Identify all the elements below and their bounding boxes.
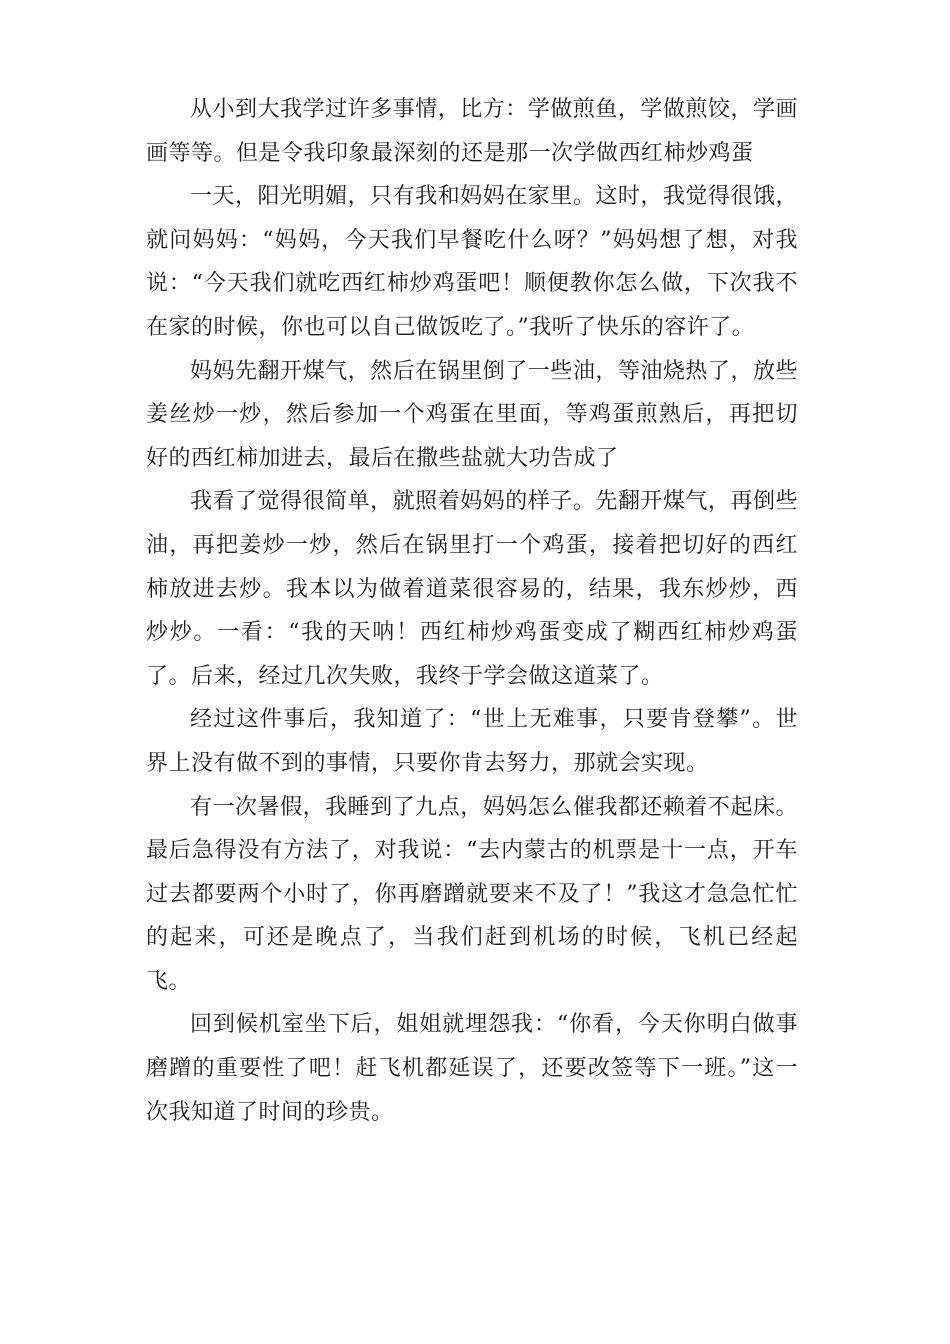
document-body (146, 88, 798, 1134)
paragraph-2: 一天，阳光明媚，只有我和妈妈在家里。这时，我觉得很饿，就问妈妈：“妈妈，今天我们早餐吃什么呀？”妈妈想了想，对我说：“今天我们就吃西红柿炒鸡蛋吧！顺便教你怎么做，下次我不在家的时候，你也可以自己做饭吃了。”我听了快乐的容许了。 (146, 184, 798, 340)
paragraph-5: 经过这件事后，我知道了：“世上无难事，只要肯登攀”。世界上没有做不到的事情，只要你肯去努力，那就会实现。 (146, 707, 798, 776)
paragraph-4: 我看了觉得很简单，就照着妈妈的样子。先翻开煤气，再倒些油，再把姜炒一炒，然后在锅里打一个鸡蛋，接着把切好的西红柿放进去炒。我本以为做着道菜很容易的，结果，我东炒炒，西炒炒。一看：“我的天呐！西红柿炒鸡蛋变成了糊西红柿炒鸡蛋了。后来，经过几次失败，我终于学会做这道菜了。 (146, 489, 798, 689)
paragraph-1: 从小到大我学过许多事情，比方：学做煎鱼，学做煎饺，学画画等等。但是令我印象最深刻的还是那一次学做西红柿炒鸡蛋 (146, 97, 798, 166)
paragraph-3: 妈妈先翻开煤气，然后在锅里倒了一些油，等油烧热了，放些姜丝炒一炒，然后参加一个鸡蛋在里面，等鸡蛋煎熟后，再把切好的西红柿加进去，最后在撒些盐就大功告成了 (146, 358, 798, 471)
paragraph-7: 回到候机室坐下后，姐姐就埋怨我：“你看，今天你明白做事磨蹭的重要性了吧！赶飞机都延误了，还要改签等下一班。”这一次我知道了时间的珍贵。 (146, 1012, 798, 1125)
paragraph-6: 有一次暑假，我睡到了九点，妈妈怎么催我都还赖着不起床。最后急得没有方法了，对我说：“去内蒙古的机票是十一点，开车过去都要两个小时了，你再磨蹭就要来不及了！”我这才急急忙忙的起来，可还是晚点了，当我们赶到机场的时候，飞机已经起飞。 (146, 794, 798, 994)
